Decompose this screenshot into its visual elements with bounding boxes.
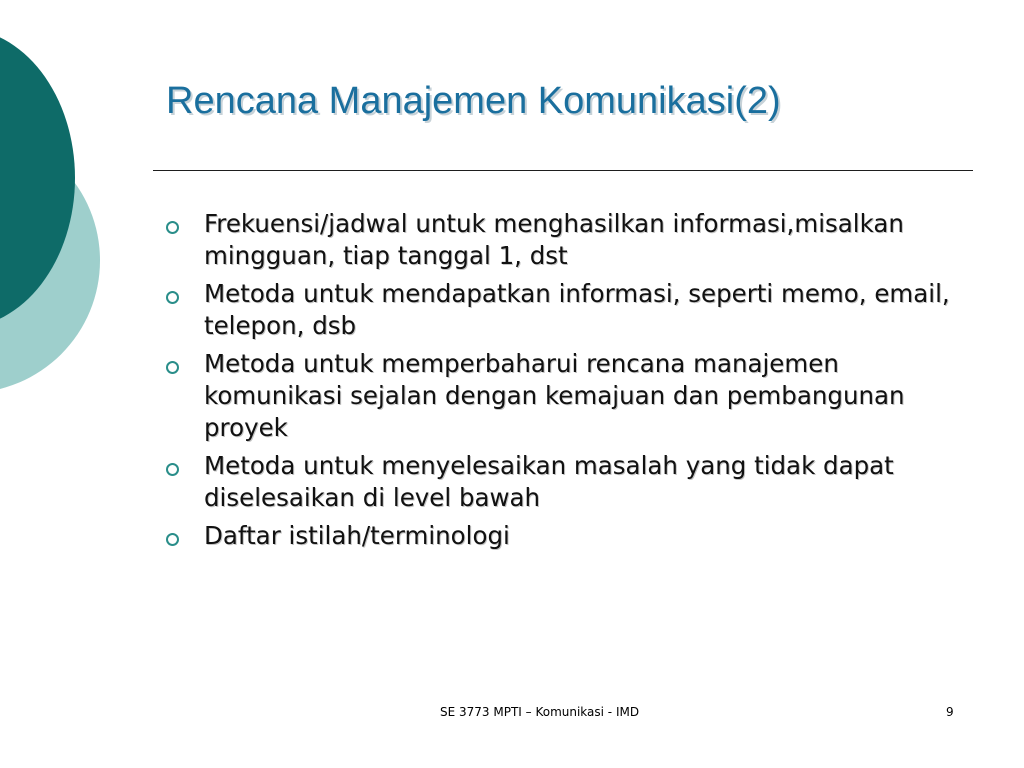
bullet-text: Daftar istilah/terminologi: [204, 521, 510, 550]
hollow-circle-bullet-icon: [166, 361, 179, 374]
bullet-item: [162, 208, 982, 272]
hollow-circle-bullet-icon: [166, 221, 179, 234]
bullet-text: Metoda untuk mendapatkan informasi, seperti memo, email, telepon, dsb: [204, 279, 950, 340]
bullet-text: Frekuensi/jadwal untuk menghasilkan informasi,misalkan mingguan, tiap tanggal 1, dst: [204, 209, 904, 270]
hollow-circle-bullet-icon: [166, 291, 179, 304]
bullet-list: [162, 208, 982, 558]
hollow-circle-bullet-icon: [166, 463, 179, 476]
bullet-item: [162, 348, 982, 444]
footer-text: SE 3773 MPTI – Komunikasi - IMD: [440, 705, 640, 719]
bullet-item: [162, 520, 982, 552]
bullet-text: Metoda untuk menyelesaikan masalah yang tidak dapat diselesaikan di level bawah: [204, 451, 894, 512]
bullet-text: Metoda untuk memperbaharui rencana manajemen komunikasi sejalan dengan kemajuan dan pembangunan proyek: [204, 349, 905, 442]
slide-title: Rencana Manajemen Komunikasi(2): [166, 80, 781, 122]
page-number: 9: [946, 705, 954, 719]
bullet-item: [162, 450, 982, 514]
bullet-item: [162, 278, 982, 342]
title-divider: [153, 170, 973, 171]
hollow-circle-bullet-icon: [166, 533, 179, 546]
